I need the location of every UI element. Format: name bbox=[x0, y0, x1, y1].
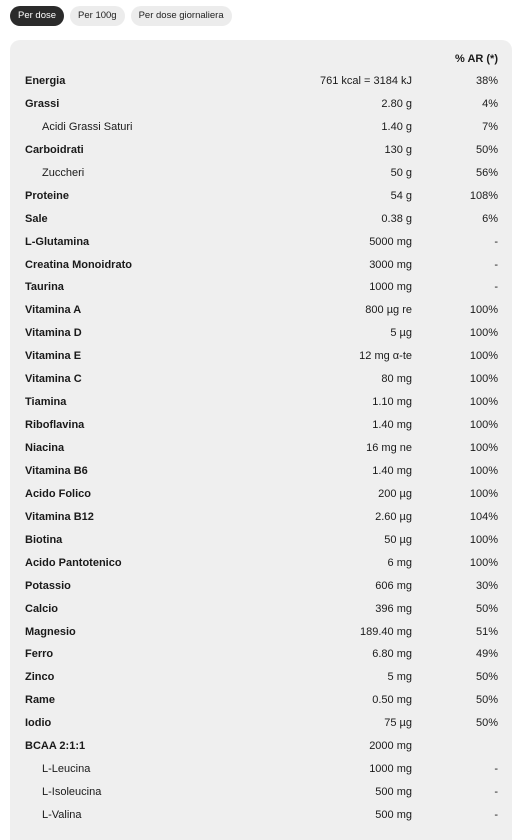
nutrient-name: L-Isoleucina bbox=[42, 786, 102, 799]
table-row bbox=[10, 460, 512, 483]
nutrient-amount: 6.80 mg bbox=[372, 648, 412, 661]
table-row bbox=[10, 162, 512, 185]
tab-per-100g[interactable]: Per 100g bbox=[70, 6, 125, 26]
tab-per-dose-giornaliera[interactable]: Per dose giornaliera bbox=[131, 6, 232, 26]
nutrient-amount: 800 µg re bbox=[365, 304, 412, 317]
nutrient-amount: 6 mg bbox=[387, 556, 412, 569]
nutrient-amount: 2.60 µg bbox=[375, 510, 412, 523]
serving-tabs bbox=[10, 6, 232, 26]
nutrient-ar: 100% bbox=[469, 533, 498, 546]
table-row bbox=[10, 276, 512, 299]
nutrient-amount: 1000 mg bbox=[369, 763, 412, 776]
nutrient-ar: 50% bbox=[475, 143, 498, 156]
nutrient-ar: - bbox=[494, 235, 498, 248]
nutrient-ar: 100% bbox=[469, 327, 498, 340]
nutrient-amount: 2.80 g bbox=[381, 97, 412, 110]
table-row bbox=[10, 322, 512, 345]
nutrient-ar: 104% bbox=[469, 510, 498, 523]
nutrient-amount: 500 mg bbox=[375, 809, 412, 821]
table-row bbox=[10, 368, 512, 391]
table-row bbox=[10, 93, 512, 116]
table-row bbox=[10, 804, 512, 827]
nutrient-name: Vitamina C bbox=[25, 373, 82, 386]
nutrient-amount: 396 mg bbox=[375, 602, 412, 615]
table-row bbox=[10, 116, 512, 139]
nutrient-amount: 75 µg bbox=[384, 717, 412, 730]
nutrient-amount: 200 µg bbox=[378, 487, 412, 500]
nutrient-ar: 49% bbox=[475, 648, 498, 661]
nutrient-name: Niacina bbox=[25, 442, 65, 454]
tab-per-dose[interactable]: Per dose bbox=[10, 6, 64, 26]
table-row bbox=[10, 735, 512, 758]
nutrient-ar: 100% bbox=[469, 442, 498, 454]
nutrient-ar: 100% bbox=[469, 464, 498, 477]
nutrient-amount: 1.40 mg bbox=[372, 464, 412, 477]
table-row bbox=[10, 70, 512, 93]
table-row bbox=[10, 781, 512, 804]
nutrient-ar: - bbox=[494, 786, 498, 799]
nutrient-ar: 100% bbox=[469, 419, 498, 432]
nutrient-ar: 56% bbox=[475, 166, 498, 179]
nutrient-ar: - bbox=[494, 281, 498, 294]
nutrient-name: Zuccheri bbox=[42, 166, 85, 179]
table-row bbox=[10, 437, 512, 460]
nutrient-name: L-Glutamina bbox=[25, 235, 90, 248]
nutrient-name: Grassi bbox=[25, 97, 60, 110]
nutrient-amount: 0.38 g bbox=[381, 212, 412, 225]
nutrition-rows bbox=[10, 70, 512, 827]
nutrient-amount: 761 kcal = 3184 kJ bbox=[319, 75, 412, 87]
nutrient-amount: 12 mg α-te bbox=[359, 350, 412, 363]
ar-column-header: % AR (*) bbox=[455, 53, 498, 65]
table-row bbox=[10, 621, 512, 644]
table-row bbox=[10, 758, 512, 781]
table-row bbox=[10, 483, 512, 506]
nutrient-name: Magnesio bbox=[25, 625, 76, 638]
nutrient-ar: 7% bbox=[482, 120, 498, 133]
nutrient-name: Vitamina E bbox=[25, 350, 82, 363]
nutrient-name: Acido Pantotenico bbox=[25, 556, 122, 569]
nutrient-amount: 3000 mg bbox=[369, 258, 412, 271]
nutrient-amount: 0.50 mg bbox=[372, 694, 412, 707]
nutrient-amount: 500 mg bbox=[375, 786, 412, 799]
nutrient-name: Iodio bbox=[25, 717, 52, 730]
table-row bbox=[10, 414, 512, 437]
table-row bbox=[10, 712, 512, 735]
nutrient-ar: 38% bbox=[475, 75, 498, 87]
nutrient-name: Ferro bbox=[25, 648, 54, 661]
nutrient-ar: 100% bbox=[469, 396, 498, 409]
nutrient-name: L-Valina bbox=[42, 809, 82, 821]
nutrient-ar: 51% bbox=[475, 625, 498, 638]
nutrient-ar: 6% bbox=[482, 212, 498, 225]
nutrient-ar: - bbox=[494, 258, 498, 271]
nutrient-ar: 100% bbox=[469, 304, 498, 317]
nutrient-ar: 108% bbox=[469, 189, 498, 202]
nutrient-amount: 5 mg bbox=[387, 671, 412, 684]
nutrient-amount: 1.10 mg bbox=[372, 396, 412, 409]
nutrient-name: Tiamina bbox=[25, 396, 67, 409]
nutrient-name: Calcio bbox=[25, 602, 59, 615]
nutrient-amount: 5 µg bbox=[390, 327, 412, 340]
nutrient-name: BCAA 2:1:1 bbox=[25, 740, 86, 753]
nutrient-name: Vitamina B6 bbox=[25, 464, 88, 477]
table-row bbox=[10, 208, 512, 231]
nutrient-ar: 100% bbox=[469, 556, 498, 569]
nutrient-name: Creatina Monoidrato bbox=[25, 258, 132, 271]
table-row bbox=[10, 139, 512, 162]
table-row bbox=[10, 185, 512, 208]
nutrient-ar: 50% bbox=[475, 694, 498, 707]
nutrient-name: Vitamina B12 bbox=[25, 510, 94, 523]
table-row bbox=[10, 299, 512, 322]
nutrient-amount: 1.40 g bbox=[381, 120, 412, 133]
table-row bbox=[10, 552, 512, 575]
nutrient-name: Acido Folico bbox=[25, 487, 91, 500]
nutrient-ar: 100% bbox=[469, 487, 498, 500]
nutrient-ar: 50% bbox=[475, 602, 498, 615]
nutrient-amount: 54 g bbox=[390, 189, 412, 202]
nutrient-name: Rame bbox=[25, 694, 55, 707]
table-row bbox=[10, 689, 512, 712]
nutrient-amount: 189.40 mg bbox=[360, 625, 412, 638]
nutrition-table bbox=[10, 40, 512, 840]
nutrient-ar: - bbox=[494, 763, 498, 776]
nutrient-name: Potassio bbox=[25, 579, 71, 592]
table-row bbox=[10, 231, 512, 254]
nutrient-name: Riboflavina bbox=[25, 419, 85, 432]
nutrient-name: Acidi Grassi Saturi bbox=[42, 120, 133, 133]
nutrient-amount: 50 µg bbox=[384, 533, 412, 546]
nutrient-amount: 80 mg bbox=[381, 373, 412, 386]
table-row bbox=[10, 598, 512, 621]
nutrient-ar: 50% bbox=[475, 671, 498, 684]
nutrient-ar: 30% bbox=[475, 579, 498, 592]
table-row bbox=[10, 529, 512, 552]
nutrient-ar: 4% bbox=[482, 97, 498, 110]
nutrient-name: Biotina bbox=[25, 533, 63, 546]
table-row bbox=[10, 666, 512, 689]
nutrient-name: L-Leucina bbox=[42, 763, 91, 776]
nutrient-amount: 5000 mg bbox=[369, 235, 412, 248]
nutrient-ar: 100% bbox=[469, 350, 498, 363]
nutrient-ar: - bbox=[494, 809, 498, 821]
nutrient-amount: 606 mg bbox=[375, 579, 412, 592]
table-row bbox=[10, 506, 512, 529]
nutrient-amount: 130 g bbox=[384, 143, 412, 156]
nutrient-amount: 50 g bbox=[390, 166, 412, 179]
nutrient-amount: 1.40 mg bbox=[372, 419, 412, 432]
nutrient-amount: 1000 mg bbox=[369, 281, 412, 294]
nutrient-name: Vitamina A bbox=[25, 304, 82, 317]
nutrient-ar: 100% bbox=[469, 373, 498, 386]
table-row bbox=[10, 345, 512, 368]
nutrient-ar: 50% bbox=[475, 717, 498, 730]
nutrient-name: Taurina bbox=[25, 281, 64, 294]
table-row bbox=[10, 391, 512, 414]
nutrient-name: Carboidrati bbox=[25, 143, 84, 156]
table-row bbox=[10, 643, 512, 666]
nutrient-name: Energia bbox=[25, 75, 66, 87]
nutrient-name: Sale bbox=[25, 212, 48, 225]
nutrient-name: Proteine bbox=[25, 189, 70, 202]
nutrient-name: Vitamina D bbox=[25, 327, 82, 340]
table-row bbox=[10, 254, 512, 277]
nutrient-amount: 2000 mg bbox=[369, 740, 412, 753]
nutrient-amount: 16 mg ne bbox=[366, 442, 412, 454]
table-row bbox=[10, 575, 512, 598]
nutrient-name: Zinco bbox=[25, 671, 55, 684]
